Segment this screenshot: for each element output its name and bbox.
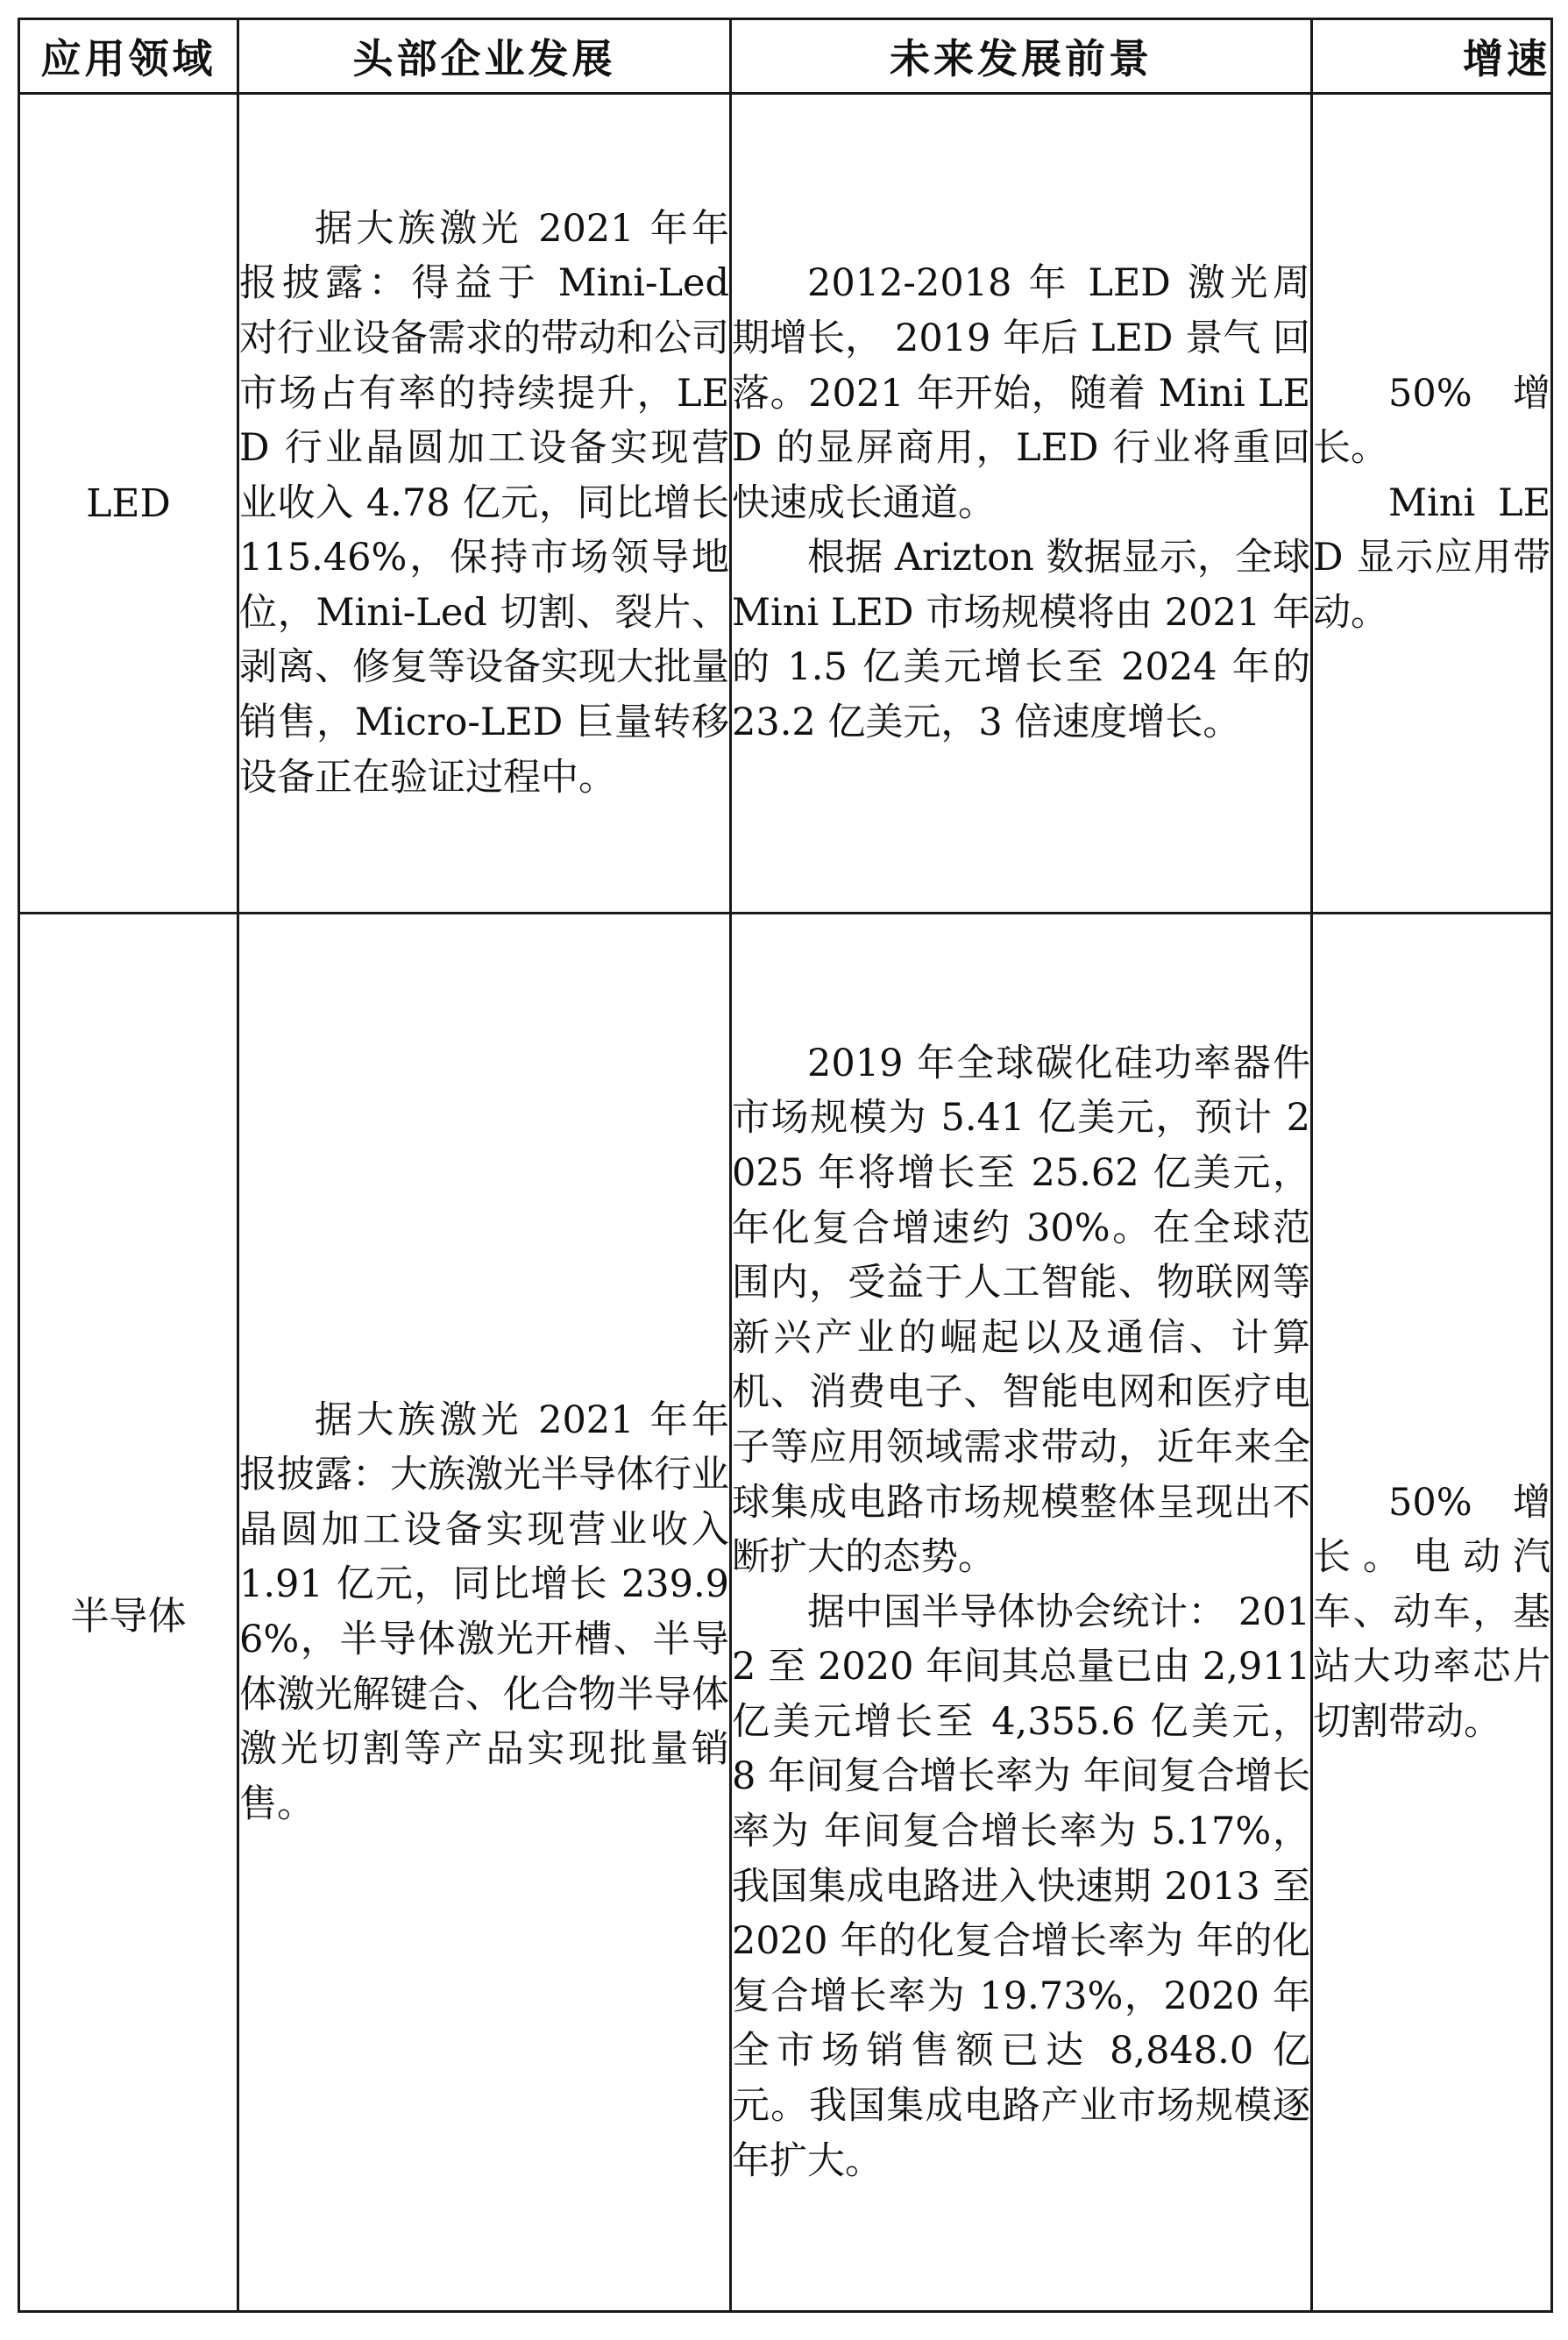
- header-prospect: 未来发展前景: [731, 19, 1312, 94]
- company-text-led: 据大族激光 2021 年年报披露：得益于 Mini-Led 对行业设备需求的带动和公司市场占有率的持续提升，LED 行业晶圆加工设备实现营业收入 4.78 亿元，同比增长 115.46%，保持市场领导地位，Mini-Led 切割、裂片、剥离、修复等设备实现大批量销售，Micro-LED 巨量转移设备正在验证过程中。: [239, 206, 729, 800]
- prospect-text-semiconductor-1: 2019 年全球碳化硅功率器件市场规模为 5.41 亿美元，预计 2025 年将增长至 25.62 亿美元，年化复合增速约 30%。在全球范围内，受益于人工智能、物联网等新兴产业的崛起以及通信、计算机、消费电子、智能电网和医疗电子等应用领域需求带动，近年来全球集成电路市场规模整体呈现出不断扩大的态势。: [732, 1041, 1310, 1580]
- domain-cell-led: LED: [19, 94, 238, 914]
- domain-cell-semiconductor: 半导体: [19, 914, 238, 2312]
- rate-text-led-1: 50% 增长。: [1313, 371, 1550, 471]
- header-domain: 应用领域: [19, 19, 238, 94]
- prospect-text-semiconductor-2: 据中国半导体协会统计： 2012 至 2020 年间其总量已由 2,911 亿美元增长至 4,355.6 亿美元， 8 年间复合增长率为 年间复合增长率为 年间复合增长率为 5.17%，我国集成电路进入快速期 2013 至 2020 年的化复合增长率为 年的化复合增长率为 19.73%，2020 年全市场销售额已达 8,848.0 亿元。我国集成电路产业市场规模逐年扩大。: [732, 1590, 1310, 2183]
- prospect-text-led-1: 2012-2018 年 LED 激光周期增长， 2019 年后 LED 景气 回落。2021 年开始，随着 Mini LED 的显屏商用，LED 行业将重回快速成长通道。: [732, 261, 1310, 525]
- company-cell-led: [238, 94, 731, 914]
- header-rate: 增速: [1312, 19, 1552, 94]
- industry-table: [18, 18, 1553, 2313]
- rate-text-led-2: Mini LED 显示应用带动。: [1313, 480, 1550, 635]
- header-company: 头部企业发展: [238, 19, 731, 94]
- table-row-led: [19, 94, 1552, 914]
- prospect-cell-led: [731, 94, 1312, 914]
- table-row-semiconductor: [19, 914, 1552, 2312]
- prospect-cell-semiconductor: [731, 914, 1312, 2312]
- prospect-text-led-2: 根据 Arizton 数据显示，全球 Mini LED 市场规模将由 2021 年的 1.5 亿美元增长至 2024 年的 23.2 亿美元，3 倍速度增长。: [732, 536, 1310, 745]
- rate-cell-led: [1312, 94, 1552, 914]
- company-text-semiconductor: 据大族激光 2021 年年报披露：大族激光半导体行业晶圆加工设备实现营业收入 1.91 亿元，同比增长 239.96%，半导体激光开槽、半导体激光解键合、化合物半导体激光切割等产品实现批量销售。: [239, 1398, 729, 1826]
- header-row: [19, 19, 1552, 94]
- rate-text-semiconductor: 50% 增长。电动汽车、动车，基站大功率芯片切割带动。: [1313, 1480, 1550, 1744]
- rate-cell-semiconductor: [1312, 914, 1552, 2312]
- company-cell-semiconductor: [238, 914, 731, 2312]
